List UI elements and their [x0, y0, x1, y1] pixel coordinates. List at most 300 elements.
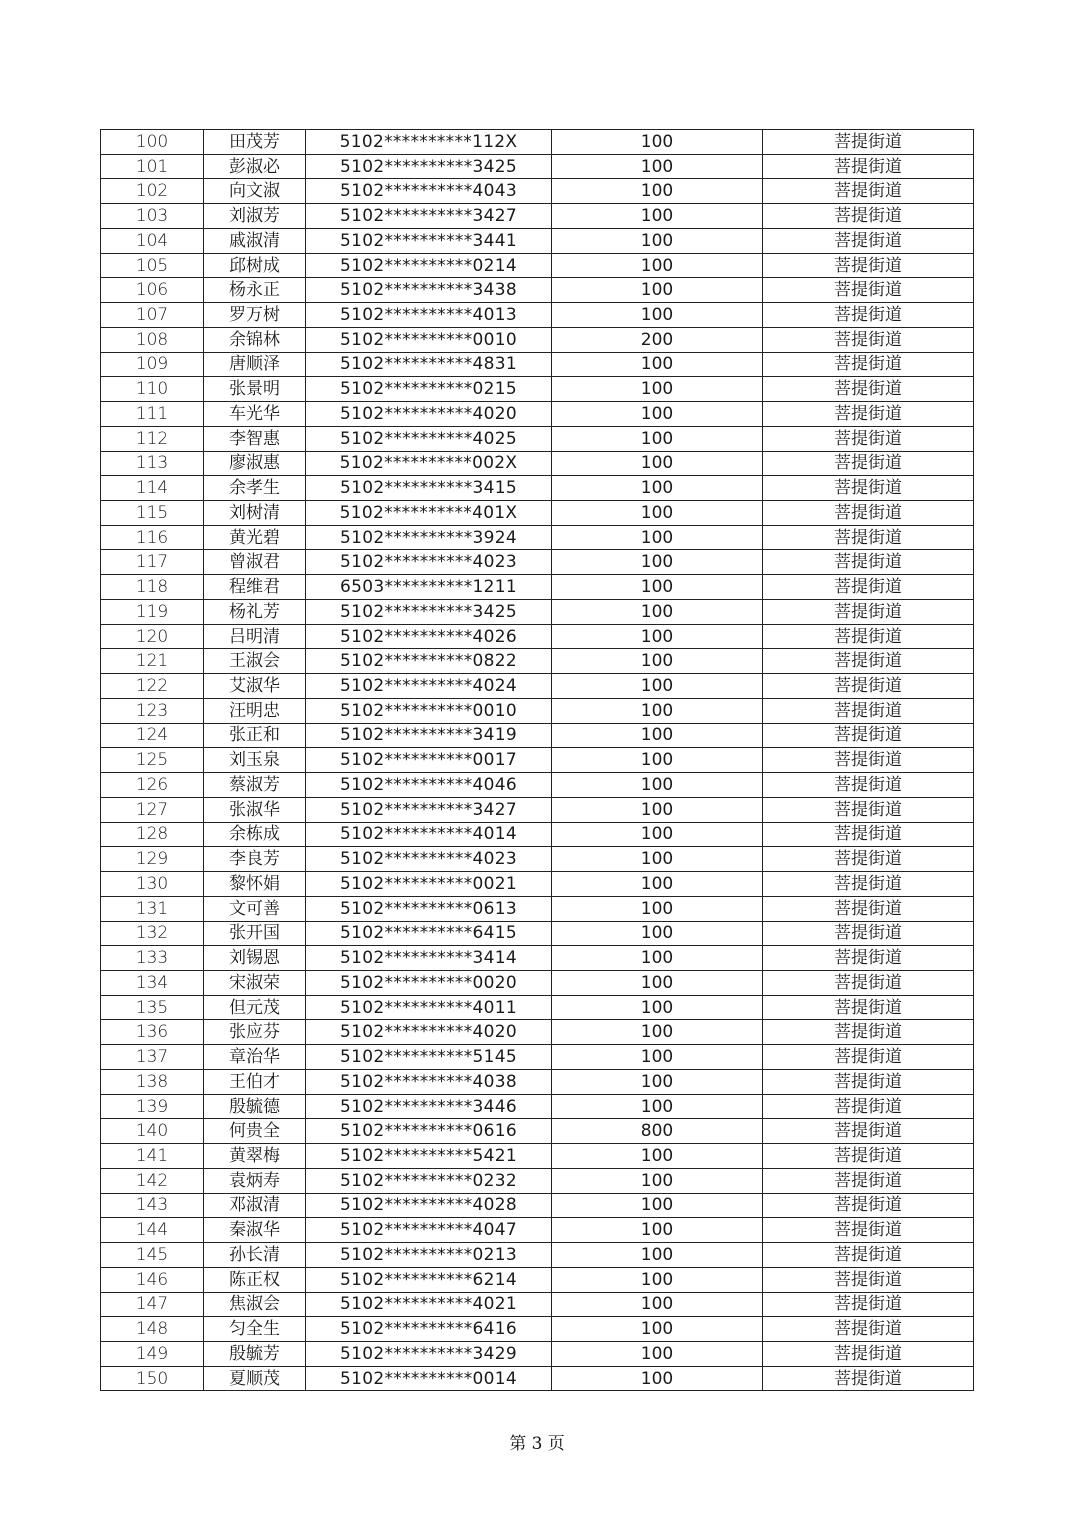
table-row [101, 624, 974, 649]
id-number-cell: 5102**********3415 [306, 476, 552, 501]
table-row [101, 179, 974, 204]
table-row [101, 723, 974, 748]
table-row [101, 1045, 974, 1070]
amount-cell: 100 [552, 970, 763, 995]
id-number-cell: 5102**********3441 [306, 228, 552, 253]
id-number-cell: 5102**********6415 [306, 921, 552, 946]
street-cell: 菩提街道 [763, 1292, 974, 1317]
row-number-cell: 101 [101, 154, 204, 179]
table-row [101, 204, 974, 229]
table-row [101, 402, 974, 427]
id-number-cell: 5102**********0021 [306, 872, 552, 897]
name-cell: 陈正权 [204, 1267, 306, 1292]
id-number-cell: 5102**********4023 [306, 550, 552, 575]
id-number-cell: 5102**********3419 [306, 723, 552, 748]
row-number-cell: 126 [101, 773, 204, 798]
street-cell: 菩提街道 [763, 154, 974, 179]
street-cell: 菩提街道 [763, 649, 974, 674]
street-cell: 菩提街道 [763, 970, 974, 995]
name-cell: 田茂芳 [204, 130, 306, 155]
table-row [101, 1193, 974, 1218]
id-number-cell: 5102**********4024 [306, 674, 552, 699]
row-number-cell: 118 [101, 575, 204, 600]
id-number-cell: 5102**********4025 [306, 426, 552, 451]
street-cell: 菩提街道 [763, 1020, 974, 1045]
id-number-cell: 5102**********0215 [306, 377, 552, 402]
roster-table-body [101, 130, 974, 1391]
name-cell: 罗万树 [204, 303, 306, 328]
name-cell: 程维君 [204, 575, 306, 600]
table-row [101, 154, 974, 179]
street-cell: 菩提街道 [763, 525, 974, 550]
name-cell: 戚淑清 [204, 228, 306, 253]
amount-cell: 100 [552, 748, 763, 773]
name-cell: 张正和 [204, 723, 306, 748]
amount-cell: 100 [552, 525, 763, 550]
id-number-cell: 5102**********0214 [306, 253, 552, 278]
amount-cell: 100 [552, 1094, 763, 1119]
row-number-cell: 130 [101, 872, 204, 897]
name-cell: 张开国 [204, 921, 306, 946]
street-cell: 菩提街道 [763, 698, 974, 723]
row-number-cell: 147 [101, 1292, 204, 1317]
table-row [101, 1317, 974, 1342]
row-number-cell: 149 [101, 1341, 204, 1366]
table-row [101, 946, 974, 971]
id-number-cell: 5102**********4038 [306, 1069, 552, 1094]
row-number-cell: 122 [101, 674, 204, 699]
table-row [101, 1243, 974, 1268]
row-number-cell: 138 [101, 1069, 204, 1094]
table-row [101, 303, 974, 328]
amount-cell: 100 [552, 575, 763, 600]
street-cell: 菩提街道 [763, 402, 974, 427]
id-number-cell: 5102**********0010 [306, 327, 552, 352]
id-number-cell: 6503**********1211 [306, 575, 552, 600]
id-number-cell: 5102**********401X [306, 501, 552, 526]
street-cell: 菩提街道 [763, 1045, 974, 1070]
table-row [101, 501, 974, 526]
id-number-cell: 5102**********4020 [306, 402, 552, 427]
name-cell: 艾淑华 [204, 674, 306, 699]
amount-cell: 100 [552, 1292, 763, 1317]
street-cell: 菩提街道 [763, 921, 974, 946]
amount-cell: 100 [552, 822, 763, 847]
name-cell: 李智惠 [204, 426, 306, 451]
street-cell: 菩提街道 [763, 1243, 974, 1268]
id-number-cell: 5102**********6214 [306, 1267, 552, 1292]
amount-cell: 100 [552, 674, 763, 699]
table-row [101, 228, 974, 253]
table-row [101, 1094, 974, 1119]
row-number-cell: 131 [101, 896, 204, 921]
table-row [101, 327, 974, 352]
table-row [101, 698, 974, 723]
street-cell: 菩提街道 [763, 1168, 974, 1193]
name-cell: 文可善 [204, 896, 306, 921]
amount-cell: 100 [552, 896, 763, 921]
name-cell: 李良芳 [204, 847, 306, 872]
row-number-cell: 106 [101, 278, 204, 303]
id-number-cell: 5102**********0616 [306, 1119, 552, 1144]
name-cell: 刘锡恩 [204, 946, 306, 971]
name-cell: 匀全生 [204, 1317, 306, 1342]
street-cell: 菩提街道 [763, 451, 974, 476]
table-row [101, 822, 974, 847]
name-cell: 王淑会 [204, 649, 306, 674]
row-number-cell: 112 [101, 426, 204, 451]
street-cell: 菩提街道 [763, 946, 974, 971]
name-cell: 夏顺茂 [204, 1366, 306, 1391]
street-cell: 菩提街道 [763, 599, 974, 624]
id-number-cell: 5102**********002X [306, 451, 552, 476]
name-cell: 蔡淑芳 [204, 773, 306, 798]
name-cell: 向文淑 [204, 179, 306, 204]
id-number-cell: 5102**********3425 [306, 154, 552, 179]
street-cell: 菩提街道 [763, 872, 974, 897]
name-cell: 宋淑荣 [204, 970, 306, 995]
amount-cell: 100 [552, 352, 763, 377]
street-cell: 菩提街道 [763, 1218, 974, 1243]
amount-cell: 100 [552, 1193, 763, 1218]
name-cell: 孙长清 [204, 1243, 306, 1268]
row-number-cell: 115 [101, 501, 204, 526]
id-number-cell: 5102**********4023 [306, 847, 552, 872]
street-cell: 菩提街道 [763, 822, 974, 847]
row-number-cell: 116 [101, 525, 204, 550]
amount-cell: 100 [552, 797, 763, 822]
id-number-cell: 5102**********6416 [306, 1317, 552, 1342]
table-row [101, 377, 974, 402]
amount-cell: 100 [552, 377, 763, 402]
table-row [101, 872, 974, 897]
table-row [101, 847, 974, 872]
street-cell: 菩提街道 [763, 426, 974, 451]
street-cell: 菩提街道 [763, 327, 974, 352]
id-number-cell: 5102**********112X [306, 130, 552, 155]
amount-cell: 100 [552, 872, 763, 897]
amount-cell: 100 [552, 1317, 763, 1342]
name-cell: 杨永正 [204, 278, 306, 303]
id-number-cell: 5102**********4046 [306, 773, 552, 798]
row-number-cell: 107 [101, 303, 204, 328]
table-row [101, 599, 974, 624]
street-cell: 菩提街道 [763, 278, 974, 303]
table-row [101, 1267, 974, 1292]
name-cell: 彭淑必 [204, 154, 306, 179]
street-cell: 菩提街道 [763, 1193, 974, 1218]
row-number-cell: 110 [101, 377, 204, 402]
id-number-cell: 5102**********0613 [306, 896, 552, 921]
id-number-cell: 5102**********3446 [306, 1094, 552, 1119]
amount-cell: 100 [552, 204, 763, 229]
id-number-cell: 5102**********3414 [306, 946, 552, 971]
id-number-cell: 5102**********0822 [306, 649, 552, 674]
street-cell: 菩提街道 [763, 501, 974, 526]
row-number-cell: 148 [101, 1317, 204, 1342]
amount-cell: 100 [552, 451, 763, 476]
amount-cell: 100 [552, 698, 763, 723]
table-row [101, 451, 974, 476]
amount-cell: 100 [552, 1020, 763, 1045]
row-number-cell: 144 [101, 1218, 204, 1243]
id-number-cell: 5102**********0010 [306, 698, 552, 723]
row-number-cell: 111 [101, 402, 204, 427]
table-row [101, 278, 974, 303]
row-number-cell: 136 [101, 1020, 204, 1045]
amount-cell: 100 [552, 228, 763, 253]
amount-cell: 100 [552, 1144, 763, 1169]
id-number-cell: 5102**********0020 [306, 970, 552, 995]
street-cell: 菩提街道 [763, 352, 974, 377]
id-number-cell: 5102**********3438 [306, 278, 552, 303]
street-cell: 菩提街道 [763, 1366, 974, 1391]
name-cell: 吕明清 [204, 624, 306, 649]
table-row [101, 970, 974, 995]
amount-cell: 100 [552, 1218, 763, 1243]
row-number-cell: 129 [101, 847, 204, 872]
row-number-cell: 145 [101, 1243, 204, 1268]
amount-cell: 100 [552, 921, 763, 946]
name-cell: 邓淑清 [204, 1193, 306, 1218]
id-number-cell: 5102**********0232 [306, 1168, 552, 1193]
street-cell: 菩提街道 [763, 228, 974, 253]
street-cell: 菩提街道 [763, 1144, 974, 1169]
street-cell: 菩提街道 [763, 204, 974, 229]
amount-cell: 100 [552, 1267, 763, 1292]
amount-cell: 100 [552, 278, 763, 303]
name-cell: 刘树清 [204, 501, 306, 526]
street-cell: 菩提街道 [763, 674, 974, 699]
id-number-cell: 5102**********4021 [306, 1292, 552, 1317]
id-number-cell: 5102**********3924 [306, 525, 552, 550]
row-number-cell: 150 [101, 1366, 204, 1391]
table-row [101, 352, 974, 377]
id-number-cell: 5102**********0213 [306, 1243, 552, 1268]
table-row [101, 1366, 974, 1391]
row-number-cell: 128 [101, 822, 204, 847]
row-number-cell: 143 [101, 1193, 204, 1218]
amount-cell: 100 [552, 847, 763, 872]
row-number-cell: 123 [101, 698, 204, 723]
amount-cell: 100 [552, 402, 763, 427]
street-cell: 菩提街道 [763, 130, 974, 155]
id-number-cell: 5102**********0014 [306, 1366, 552, 1391]
name-cell: 章治华 [204, 1045, 306, 1070]
id-number-cell: 5102**********4011 [306, 995, 552, 1020]
row-number-cell: 137 [101, 1045, 204, 1070]
amount-cell: 100 [552, 946, 763, 971]
row-number-cell: 140 [101, 1119, 204, 1144]
table-row [101, 1218, 974, 1243]
table-row [101, 674, 974, 699]
name-cell: 余孝生 [204, 476, 306, 501]
id-number-cell: 5102**********4028 [306, 1193, 552, 1218]
street-cell: 菩提街道 [763, 179, 974, 204]
row-number-cell: 102 [101, 179, 204, 204]
roster-table [100, 129, 974, 1391]
street-cell: 菩提街道 [763, 550, 974, 575]
table-row [101, 773, 974, 798]
street-cell: 菩提街道 [763, 303, 974, 328]
name-cell: 王伯才 [204, 1069, 306, 1094]
amount-cell: 100 [552, 501, 763, 526]
table-row [101, 476, 974, 501]
id-number-cell: 5102**********3427 [306, 797, 552, 822]
amount-cell: 100 [552, 130, 763, 155]
street-cell: 菩提街道 [763, 748, 974, 773]
street-cell: 菩提街道 [763, 1069, 974, 1094]
page-number: 第 3 页 [509, 1434, 565, 1454]
table-row [101, 550, 974, 575]
name-cell: 刘淑芳 [204, 204, 306, 229]
amount-cell: 100 [552, 1069, 763, 1094]
table-row [101, 130, 974, 155]
row-number-cell: 141 [101, 1144, 204, 1169]
row-number-cell: 133 [101, 946, 204, 971]
table-row [101, 1341, 974, 1366]
street-cell: 菩提街道 [763, 476, 974, 501]
amount-cell: 200 [552, 327, 763, 352]
id-number-cell: 5102**********4043 [306, 179, 552, 204]
name-cell: 邱树成 [204, 253, 306, 278]
id-number-cell: 5102**********4831 [306, 352, 552, 377]
table-row [101, 748, 974, 773]
amount-cell: 100 [552, 624, 763, 649]
name-cell: 张景明 [204, 377, 306, 402]
id-number-cell: 5102**********3429 [306, 1341, 552, 1366]
street-cell: 菩提街道 [763, 1094, 974, 1119]
amount-cell: 100 [552, 426, 763, 451]
street-cell: 菩提街道 [763, 1119, 974, 1144]
row-number-cell: 125 [101, 748, 204, 773]
table-row [101, 253, 974, 278]
id-number-cell: 5102**********4014 [306, 822, 552, 847]
name-cell: 余锦林 [204, 327, 306, 352]
amount-cell: 100 [552, 253, 763, 278]
id-number-cell: 5102**********3427 [306, 204, 552, 229]
name-cell: 杨礼芳 [204, 599, 306, 624]
amount-cell: 100 [552, 773, 763, 798]
row-number-cell: 121 [101, 649, 204, 674]
id-number-cell: 5102**********4047 [306, 1218, 552, 1243]
row-number-cell: 114 [101, 476, 204, 501]
street-cell: 菩提街道 [763, 773, 974, 798]
table-row [101, 575, 974, 600]
name-cell: 张淑华 [204, 797, 306, 822]
street-cell: 菩提街道 [763, 1341, 974, 1366]
street-cell: 菩提街道 [763, 575, 974, 600]
row-number-cell: 139 [101, 1094, 204, 1119]
amount-cell: 100 [552, 649, 763, 674]
name-cell: 焦淑会 [204, 1292, 306, 1317]
table-row [101, 1292, 974, 1317]
name-cell: 车光华 [204, 402, 306, 427]
table-row [101, 1119, 974, 1144]
row-number-cell: 117 [101, 550, 204, 575]
id-number-cell: 5102**********5421 [306, 1144, 552, 1169]
id-number-cell: 5102**********0017 [306, 748, 552, 773]
table-row [101, 1144, 974, 1169]
amount-cell: 100 [552, 1045, 763, 1070]
table-row [101, 649, 974, 674]
name-cell: 张应芬 [204, 1020, 306, 1045]
street-cell: 菩提街道 [763, 377, 974, 402]
row-number-cell: 132 [101, 921, 204, 946]
id-number-cell: 5102**********4013 [306, 303, 552, 328]
row-number-cell: 124 [101, 723, 204, 748]
row-number-cell: 103 [101, 204, 204, 229]
row-number-cell: 108 [101, 327, 204, 352]
amount-cell: 100 [552, 1341, 763, 1366]
name-cell: 余栋成 [204, 822, 306, 847]
street-cell: 菩提街道 [763, 624, 974, 649]
table-row [101, 921, 974, 946]
row-number-cell: 105 [101, 253, 204, 278]
street-cell: 菩提街道 [763, 797, 974, 822]
name-cell: 唐顺泽 [204, 352, 306, 377]
table-row [101, 896, 974, 921]
street-cell: 菩提街道 [763, 896, 974, 921]
id-number-cell: 5102**********4026 [306, 624, 552, 649]
row-number-cell: 119 [101, 599, 204, 624]
amount-cell: 100 [552, 550, 763, 575]
name-cell: 汪明忠 [204, 698, 306, 723]
row-number-cell: 120 [101, 624, 204, 649]
row-number-cell: 100 [101, 130, 204, 155]
table-row [101, 426, 974, 451]
amount-cell: 100 [552, 1243, 763, 1268]
name-cell: 廖淑惠 [204, 451, 306, 476]
row-number-cell: 135 [101, 995, 204, 1020]
amount-cell: 800 [552, 1119, 763, 1144]
amount-cell: 100 [552, 179, 763, 204]
amount-cell: 100 [552, 154, 763, 179]
name-cell: 曾淑君 [204, 550, 306, 575]
row-number-cell: 104 [101, 228, 204, 253]
row-number-cell: 142 [101, 1168, 204, 1193]
name-cell: 但元茂 [204, 995, 306, 1020]
amount-cell: 100 [552, 1366, 763, 1391]
table-row [101, 1069, 974, 1094]
name-cell: 黄翠梅 [204, 1144, 306, 1169]
name-cell: 秦淑华 [204, 1218, 306, 1243]
table-row [101, 1168, 974, 1193]
amount-cell: 100 [552, 1168, 763, 1193]
name-cell: 殷毓德 [204, 1094, 306, 1119]
street-cell: 菩提街道 [763, 1267, 974, 1292]
id-number-cell: 5102**********3425 [306, 599, 552, 624]
row-number-cell: 109 [101, 352, 204, 377]
table-row [101, 995, 974, 1020]
amount-cell: 100 [552, 303, 763, 328]
amount-cell: 100 [552, 599, 763, 624]
table-row [101, 525, 974, 550]
name-cell: 袁炳寿 [204, 1168, 306, 1193]
amount-cell: 100 [552, 476, 763, 501]
street-cell: 菩提街道 [763, 847, 974, 872]
table-row [101, 797, 974, 822]
name-cell: 黄光碧 [204, 525, 306, 550]
name-cell: 何贵全 [204, 1119, 306, 1144]
amount-cell: 100 [552, 995, 763, 1020]
row-number-cell: 113 [101, 451, 204, 476]
name-cell: 殷毓芳 [204, 1341, 306, 1366]
row-number-cell: 146 [101, 1267, 204, 1292]
street-cell: 菩提街道 [763, 995, 974, 1020]
street-cell: 菩提街道 [763, 723, 974, 748]
name-cell: 刘玉泉 [204, 748, 306, 773]
